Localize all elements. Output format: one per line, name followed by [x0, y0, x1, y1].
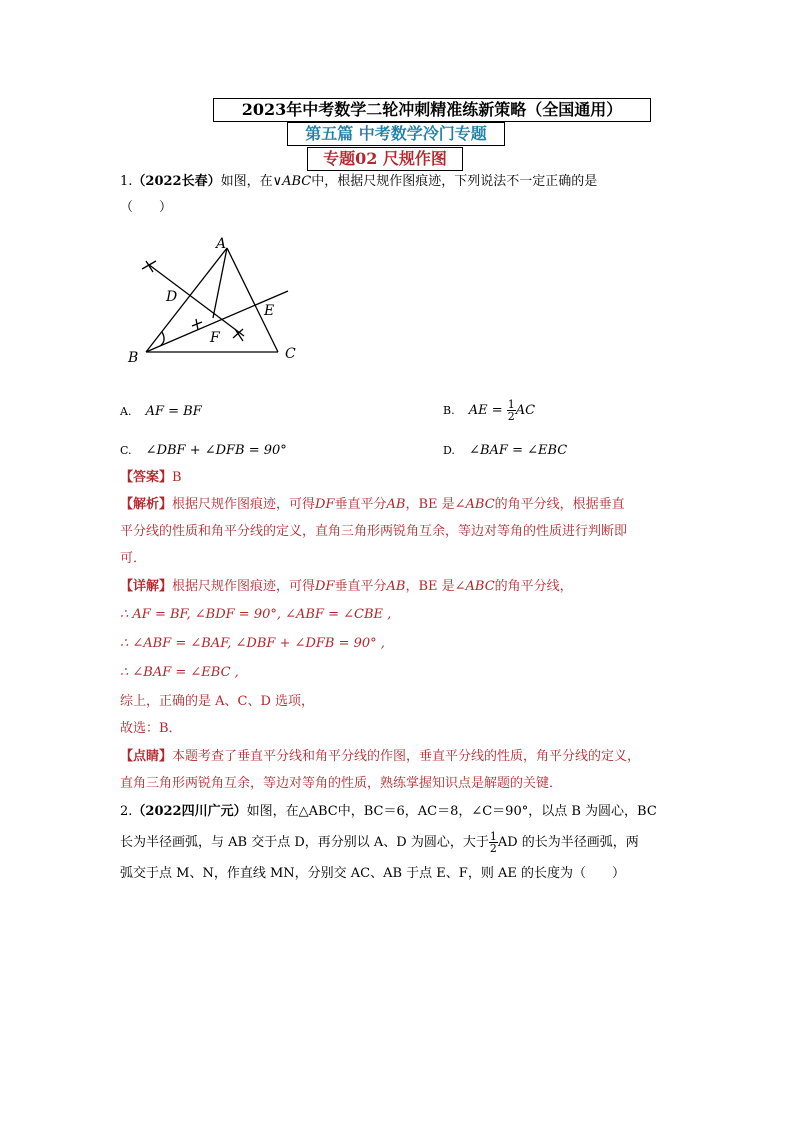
answer-label: 【答案】 [120, 470, 173, 485]
q1-paren: （ ） [120, 200, 173, 215]
figure-label-f: F [210, 330, 220, 346]
figure-label-e: E [264, 303, 275, 319]
q1-answer [120, 468, 182, 488]
q1-analysis-line1: 【解析】根据尺规作图痕迹，可得DF垂直平分AB，BE 是∠ABC的角平分线，根据垂直 [120, 497, 625, 512]
q2-line1: 2.（2022四川广元）如图，在△ABC中，BC＝6，AC＝8，∠C＝90°，以点 B 为圆心，BC [120, 804, 657, 819]
detail-label: 【详解】 [120, 579, 173, 594]
header-title: 2023年中考数学二轮冲刺精准练新策略（全国通用） [213, 98, 651, 122]
option-d-label: D. [443, 444, 455, 457]
option-d-text: ∠BAF = ∠EBC [469, 443, 568, 458]
q1-detail-line1: 【详解】根据尺规作图痕迹，可得DF垂直平分AB，BE 是∠ABC的角平分线， [120, 579, 573, 594]
q2-line3: 弧交于点 M、N，作直线 MN，分别交 AC、AB 于点 E、F，则 AE 的长度为（ ） [120, 866, 625, 881]
header-topic: 专题02 尺规作图 [307, 147, 463, 171]
answer-value: B [172, 470, 182, 485]
option-b-left: AE = [468, 403, 503, 418]
q1-option-d[interactable] [443, 441, 567, 461]
option-a-label: A. [120, 405, 132, 418]
option-b-label: B. [443, 404, 455, 417]
q1-source: （2022长春） [132, 174, 221, 189]
header-subtitle: 第五篇 中考数学冷门专题 [287, 122, 505, 146]
q1-summary: 综上，正确的是 A、C、D 选项， [120, 694, 315, 709]
figure-label-d: D [166, 289, 178, 305]
q1-step1: ∴ AF = BF, ∠BDF = 90°, ∠ABF = ∠CBE , [120, 607, 392, 622]
figure-arc-mark-top [142, 261, 156, 272]
figure-label-a: A [216, 236, 227, 252]
option-c-label: C. [120, 444, 132, 457]
q2-number: 2. [120, 804, 133, 819]
q2-line2: 长为半径画弧，与 AB 交于点 D，再分别以 A、D 为圆心，大于 $\frac{1}{2}$ AD 的长为半径画弧，两 [120, 830, 639, 855]
q2-source: （2022四川广元） [132, 804, 247, 819]
q1-step3: ∴ ∠BAF = ∠EBC , [120, 665, 239, 680]
q1-stem [120, 172, 597, 192]
analysis-label: 【解析】 [120, 497, 173, 512]
q1-stem-b: 中，根据尺规作图痕迹，下列说法不一定正确的是 [311, 174, 598, 189]
note-label: 【点睛】 [120, 749, 173, 764]
figure-label-c: C [285, 346, 296, 362]
q1-option-c[interactable] [120, 441, 287, 461]
q1-figure [120, 228, 320, 373]
q1-note-line1: 【点睛】本题考查了垂直平分线和角平分线的作图，垂直平分线的性质，角平分线的定义， [120, 749, 641, 764]
q1-stem-a: 如图，在 [220, 174, 273, 189]
option-b-fraction: $\frac{1}{2}$ [507, 398, 515, 423]
q1-analysis-line2: 平分线的性质和角平分线的定义，直角三角形两锐角互余，等边对等角的性质进行判断即 [120, 524, 628, 539]
q1-note-line2: 直角三角形两锐角互余，等边对等角的性质，熟练掌握知识点是解题的关键． [120, 776, 563, 791]
q2-fraction: $\frac{1}{2}$ [489, 830, 497, 855]
option-a-text: AF = BF [145, 404, 202, 419]
figure-segment-af [213, 248, 227, 318]
figure-perp-bisector [148, 264, 244, 336]
q1-number: 1. [120, 174, 133, 189]
option-c-text: ∠DBF + ∠DFB = 90° [145, 443, 287, 458]
figure-label-b: B [128, 350, 139, 366]
q1-step2: ∴ ∠ABF = ∠BAF, ∠DBF + ∠DFB = 90° , [120, 636, 385, 651]
q1-stem-triangle: ∨ABC [272, 174, 312, 189]
q1-choose: 故选：B． [120, 721, 182, 736]
q1-option-b[interactable] [443, 398, 535, 424]
q1-option-a[interactable] [120, 402, 202, 422]
q1-analysis-line3: 可． [120, 551, 147, 566]
option-b-right: AC [515, 403, 536, 418]
